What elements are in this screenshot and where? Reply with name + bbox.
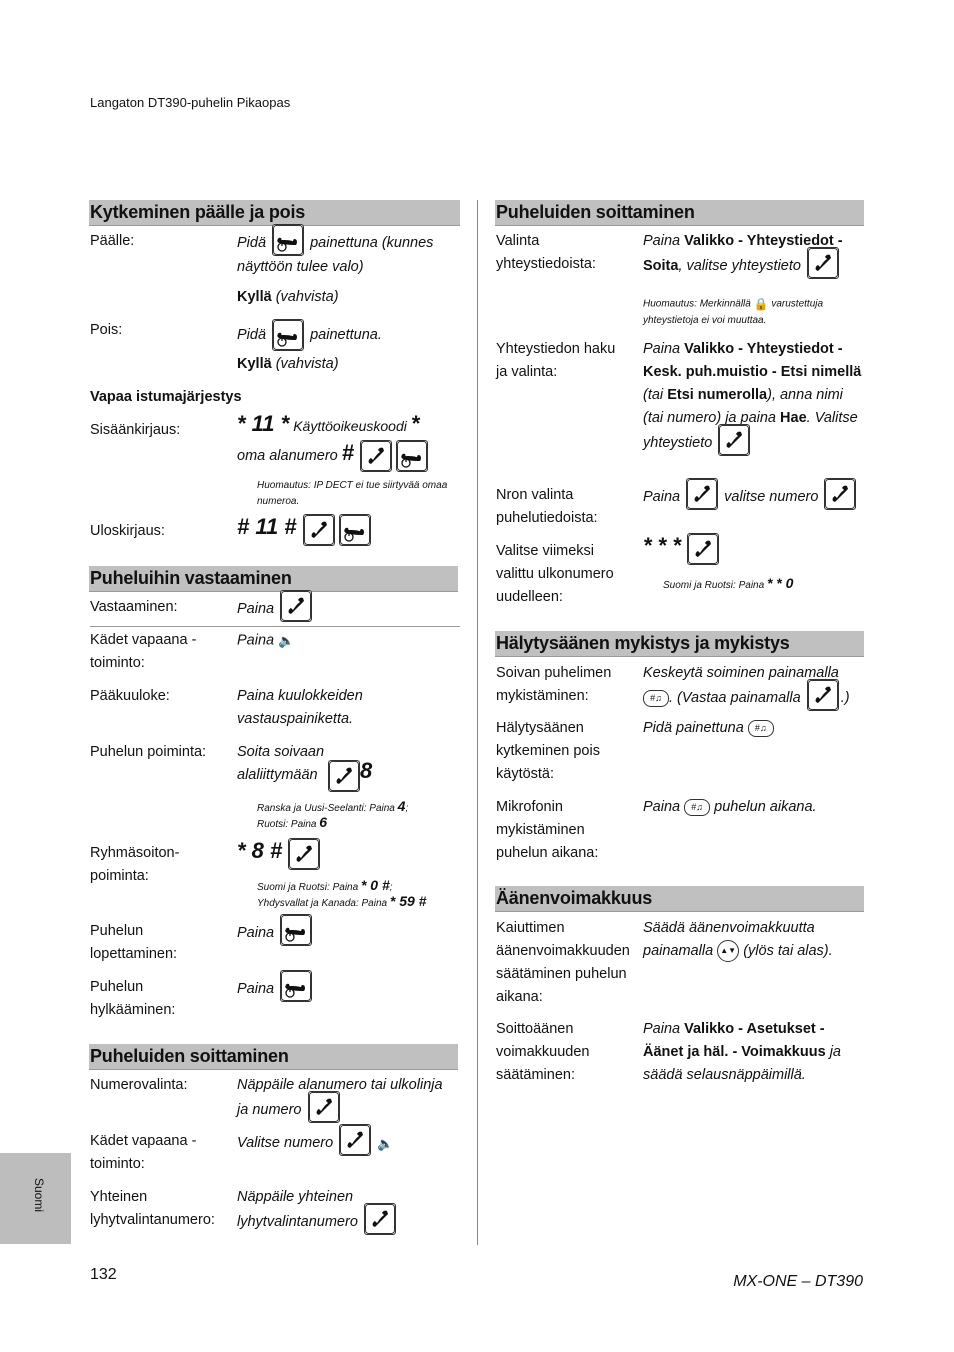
group-pickup-note-b: Yhdysvallat ja Kanada: Paina * 59 # xyxy=(257,893,427,909)
call-key-icon xyxy=(364,1203,396,1235)
section-title: Äänenvoimakkuus xyxy=(496,888,653,908)
pickup-digit: 8 xyxy=(360,758,373,783)
dialing-instruction: Näppäile alanumero tai ulkolinja ja numero xyxy=(237,1074,457,1123)
group-pickup-instruction: * 8 # xyxy=(237,838,322,870)
handsfree-dial-label: Kädet vapaana - toiminto: xyxy=(90,1133,197,1172)
speaker-icon: 🔈 xyxy=(377,1135,394,1151)
silent-instruction: Pidä painettuna #♫ xyxy=(643,717,774,740)
pickup-instruction: Soita soivaan alaliittymään xyxy=(237,744,325,783)
login-note: Huomautus: IP DECT ei tue siirtyvää omaa numeroa. xyxy=(257,480,448,507)
pickup-label: Puhelun poiminta: xyxy=(90,744,207,760)
running-header: Langaton DT390-puhelin Pikaopas xyxy=(90,95,291,110)
speaker-icon: 🔈 xyxy=(278,633,295,648)
call-log-label: Nron valinta puhelutiedoista: xyxy=(496,487,598,526)
answer-label: Vastaaminen: xyxy=(90,599,178,615)
answer-instruction: Paina xyxy=(237,596,314,622)
section-title: Hälytysäänen mykistys ja mykistys xyxy=(496,633,790,653)
login-instruction: * 11 * Käyttöoikeuskoodi * xyxy=(237,411,420,436)
power-off-instruction: Pidä painettuna. xyxy=(237,319,382,351)
handsfree-label: Kädet vapaana - toiminto: xyxy=(90,632,197,671)
power-off-label: Pois: xyxy=(90,322,123,338)
footer-product: MX-ONE – DT390 xyxy=(733,1273,863,1290)
call-key-icon xyxy=(686,478,718,510)
headset-instruction: Paina kuulokkeiden vastauspainiketta. xyxy=(237,688,363,727)
end-key-icon xyxy=(396,440,428,472)
contacts-label: Valinta yhteystiedoista: xyxy=(496,233,596,272)
power-on-confirm: Kyllä (vahvista) xyxy=(237,289,339,305)
call-key-icon xyxy=(280,590,312,622)
section-title: Puheluiden soittaminen xyxy=(90,1046,289,1066)
free-seating-title: Vapaa istumajärjestys xyxy=(90,389,242,405)
section-header-calling-right xyxy=(495,200,864,226)
mute-ringing-label: Soivan puhelimen mykistäminen: xyxy=(496,665,612,704)
login-instruction-line2: oma alanumero # xyxy=(237,440,430,472)
call-key-icon xyxy=(718,424,750,456)
call-key-icon xyxy=(687,533,719,565)
call-key-icon xyxy=(288,838,320,870)
call-key-icon xyxy=(339,1124,371,1156)
call-key-icon xyxy=(824,478,856,510)
end-call-label: Puhelun lopettaminen: xyxy=(90,923,178,962)
section-header-power xyxy=(89,200,460,226)
end-key-icon xyxy=(272,319,304,351)
speaker-volume-label: Kaiuttimen äänenvoimakkuuden säätäminen puhelun aikana: xyxy=(496,920,630,1005)
call-key-icon xyxy=(360,440,392,472)
mute-ringing-instruction: Keskeytä soiminen painamalla #♫ . (Vastaa painamalla .) xyxy=(643,662,865,711)
group-pickup-note-a: Suomi ja Ruotsi: Paina * 0 #; xyxy=(257,877,393,893)
call-key-icon xyxy=(308,1091,340,1123)
search-instruction: Paina Valikko - Yhteystiedot - Kesk. puh.muistio - Etsi nimellä (tai Etsi numerolla), anna nimi (tai numero) ja paina Hae. Valitse yhteystieto xyxy=(643,338,865,456)
dialing-label: Numerovalinta: xyxy=(90,1077,188,1093)
redial-note: Suomi ja Ruotsi: Paina * * 0 xyxy=(663,575,794,591)
redial-label: Valitse viimeksi valittu ulkonumero uudelleen: xyxy=(496,543,614,605)
hash-mute-key-icon: #♫ xyxy=(684,799,710,816)
hash-mute-key-icon: #♫ xyxy=(643,690,669,707)
section-title: Puheluihin vastaaminen xyxy=(90,568,292,588)
page-number: 132 xyxy=(90,1266,117,1283)
search-label: Yhteystiedon haku ja valinta: xyxy=(496,341,616,380)
section-header-volume xyxy=(495,886,864,912)
end-call-instruction: Paina xyxy=(237,920,314,946)
section-title: Kytkeminen päälle ja pois xyxy=(90,202,306,222)
end-key-icon xyxy=(280,970,312,1002)
pickup-note-a: Ranska ja Uusi-Seelanti: Paina 4; xyxy=(257,798,409,814)
reject-call-instruction: Paina xyxy=(237,976,314,1002)
navigation-key-icon: ▲▼ xyxy=(717,940,739,962)
call-log-instruction: Paina valitse numero xyxy=(643,484,858,510)
mic-mute-label: Mikrofonin mykistäminen puhelun aikana: xyxy=(496,799,599,861)
speaker-volume-instruction: Säädä äänenvoimakkuutta painamalla ▲▼ (ylös tai alas). xyxy=(643,917,858,963)
hash-mute-key-icon: #♫ xyxy=(748,720,774,737)
language-tab-label: Suomi xyxy=(32,1178,46,1213)
call-key-icon xyxy=(328,760,360,792)
power-off-confirm: Kyllä (vahvista) xyxy=(237,356,339,372)
reject-call-label: Puhelun hylkääminen: xyxy=(90,979,176,1018)
power-on-instruction: Pidä painettuna (kunnes näyttöön tulee valo) xyxy=(237,230,452,279)
headset-label: Pääkuuloke: xyxy=(90,688,170,704)
row-divider xyxy=(90,626,460,627)
redial-instruction: * * * xyxy=(643,533,721,565)
contacts-instruction: Paina Valikko - Yhteystiedot - Soita, valitse yhteystieto xyxy=(643,230,863,279)
section-title: Puheluiden soittaminen xyxy=(496,202,695,222)
pickup-note-b: Ruotsi: Paina 6 xyxy=(257,814,328,830)
mic-mute-instruction: Paina #♫ puhelun aikana. xyxy=(643,799,817,815)
handsfree-instruction: Paina 🔈 xyxy=(237,629,294,652)
power-on-label: Päälle: xyxy=(90,233,135,249)
lock-icon: 🔒 xyxy=(753,297,769,311)
section-header-calling-left xyxy=(89,1044,458,1070)
section-header-mute xyxy=(495,631,864,657)
logout-instruction: # 11 # xyxy=(237,514,373,546)
handsfree-dial-instruction: Valitse numero 🔈 xyxy=(237,1130,393,1156)
end-key-icon xyxy=(272,224,304,256)
ring-volume-label: Soittoäänen voimakkuuden säätäminen: xyxy=(496,1021,590,1083)
silent-label: Hälytysäänen kytkeminen pois käytöstä: xyxy=(496,720,600,782)
logout-label: Uloskirjaus: xyxy=(90,523,165,539)
contacts-note: Huomautus: Merkinnällä 🔒 varustettuja yhteystietoja ei voi muuttaa. xyxy=(643,297,824,326)
group-pickup-label: Ryhmäsoiton-poiminta: xyxy=(90,845,180,884)
column-divider xyxy=(477,200,478,1245)
call-key-icon xyxy=(303,514,335,546)
ring-volume-instruction: Paina Valikko - Asetukset - Äänet ja häl. - Voimakkuus ja säädä selausnäppäimillä. xyxy=(643,1021,841,1083)
end-key-icon xyxy=(280,914,312,946)
call-key-icon xyxy=(807,679,839,711)
speed-dial-instruction: Näppäile yhteinen lyhytvalintanumero xyxy=(237,1186,407,1235)
speed-dial-label: Yhteinen lyhytvalintanumero: xyxy=(90,1189,215,1228)
section-header-answering xyxy=(89,566,458,592)
call-key-icon xyxy=(807,247,839,279)
end-key-icon xyxy=(339,514,371,546)
language-tab xyxy=(0,1153,71,1244)
login-label: Sisäänkirjaus: xyxy=(90,422,181,438)
